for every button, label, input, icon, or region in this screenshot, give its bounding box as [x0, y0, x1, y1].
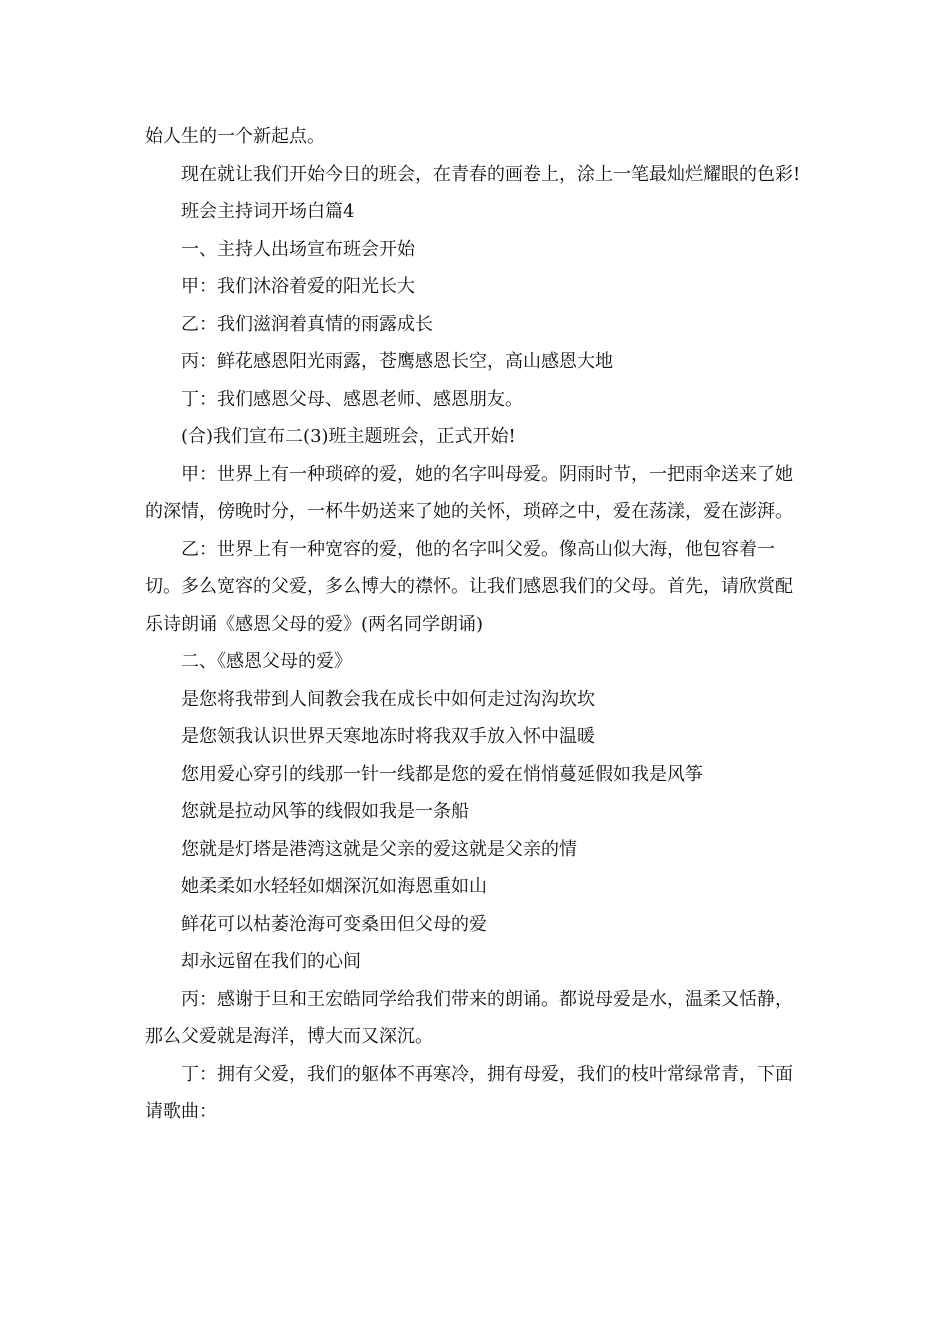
- poem-line-8: 却永远留在我们的心间: [181, 951, 361, 972]
- document-body: [145, 118, 810, 1131]
- paragraph-5: 甲：我们沐浴着爱的阳光长大: [181, 276, 415, 297]
- section-heading: 班会主持词开场白篇4: [181, 201, 355, 222]
- paragraph-7: 丙：鲜花感恩阳光雨露，苍鹰感恩长空，高山感恩大地: [181, 351, 613, 372]
- poem-line-1: 是您将我带到人间教会我在成长中如何走过沟沟坎坎: [181, 688, 595, 710]
- poem-line-6: 她柔柔如水轻轻如烟深沉如海恩重如山: [181, 876, 487, 897]
- paragraph-2: 现在就让我们开始今日的班会，在青春的画卷上，涂上一笔最灿烂耀眼的色彩!: [181, 163, 801, 185]
- paragraph-11: 乙：世界上有一种宽容的爱，他的名字叫父爱。像高山似大海，他包容着一切。多么宽容的父爱，多么博大的襟怀。让我们感恩我们的父母。首先，请欣赏配乐诗朗诵《感恩父母的爱》(两名同学朗诵): [145, 538, 793, 635]
- poem-line-2: 是您领我认识世界天寒地冻时将我双手放入怀中温暖: [181, 726, 595, 747]
- paragraph-9: (合)我们宣布二(3)班主题班会，正式开始!: [181, 426, 516, 447]
- paragraph-6: 乙：我们滋润着真情的雨露成长: [181, 313, 433, 335]
- paragraph-10: 甲：世界上有一种琐碎的爱，她的名字叫母爱。阴雨时节，一把雨伞送来了她的深情，傍晚时分，一杯牛奶送来了她的关怀，琐碎之中，爱在荡漾，爱在澎湃。: [145, 463, 793, 522]
- paragraph-22: 丁：拥有父爱，我们的躯体不再寒冷，拥有母爱，我们的枝叶常绿常青，下面请歌曲：: [145, 1063, 793, 1122]
- poem-line-3: 您用爱心穿引的线那一针一线都是您的爱在悄悄蔓延假如我是风筝: [181, 763, 703, 785]
- paragraph-1: 始人生的一个新起点。: [145, 126, 325, 147]
- poem-line-7: 鲜花可以枯萎沧海可变桑田但父母的爱: [181, 913, 487, 935]
- poem-line-5: 您就是灯塔是港湾这就是父亲的爱这就是父亲的情: [181, 838, 577, 860]
- paragraph-4: 一、主持人出场宣布班会开始: [181, 238, 415, 260]
- paragraph-21: 丙：感谢于旦和王宏皓同学给我们带来的朗诵。都说母爱是水，温柔又恬静，那么父爱就是海洋，博大而又深沉。: [145, 988, 793, 1047]
- poem-line-4: 您就是拉动风筝的线假如我是一条船: [181, 801, 469, 822]
- paragraph-8: 丁：我们感恩父母、感恩老师、感恩朋友。: [181, 388, 523, 410]
- poem-title: 二、《感恩父母的爱》: [181, 651, 352, 672]
